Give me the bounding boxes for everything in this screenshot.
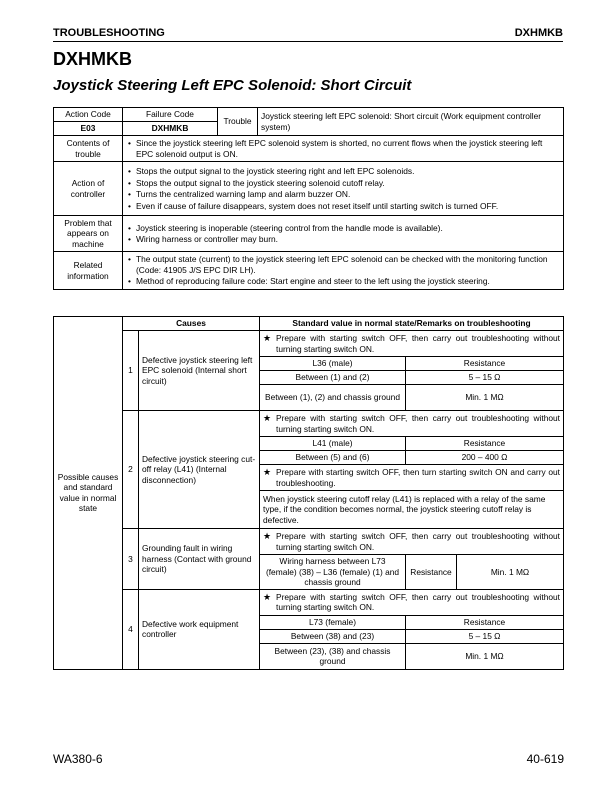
prepare-note: Prepare with starting switch OFF, then carry out troubleshooting without turning starting switch ON. <box>276 413 560 434</box>
measure-value: Min. 1 MΩ <box>406 643 564 669</box>
footer-page-number: 40-619 <box>526 752 564 766</box>
cause-description: Defective joystick steering left EPC solenoid (Internal short circuit) <box>139 331 260 411</box>
contents-item: • Since the joystick steering left EPC solenoid system is shorted, no current flows when the joystick steering left EPC solenoid output is ON. <box>126 138 560 159</box>
connector-label: L73 (female) <box>260 615 406 629</box>
trouble-label: Trouble <box>218 108 258 136</box>
action-item: • Turns the centralized warning lamp and alarm buzzer ON. <box>126 189 560 200</box>
measure-value: Min. 1 MΩ <box>457 555 564 590</box>
action-code-label: Action Code <box>54 108 123 122</box>
action-item: • Stops the output signal to the joystick steering right and left EPC solenoids. <box>126 166 560 177</box>
trouble-text: Joystick steering left EPC solenoid: Short circuit (Work equipment controller system) <box>258 108 564 136</box>
page-title: Joystick Steering Left EPC Solenoid: Short Circuit <box>53 77 412 94</box>
failure-code-label: Failure Code <box>123 108 218 122</box>
star-icon: ★ <box>263 413 272 423</box>
problem-label: Problem that appears on machine <box>54 216 123 252</box>
cause-description: Defective work equipment controller <box>139 589 260 669</box>
relay-note: When joystick steering cutoff relay (L41) is replaced with a relay of the same type, if the condition becomes normal, the joystick steering cutoff relay is defective. <box>260 491 564 529</box>
measure-point: Between (38) and (23) <box>260 629 406 643</box>
prepare-note: Prepare with starting switch OFF, then carry out troubleshooting without turning starting switch ON. <box>276 591 560 612</box>
measure-point: Between (5) and (6) <box>260 451 406 465</box>
contents-label: Contents of trouble <box>54 136 123 162</box>
cause-number: 4 <box>123 589 139 669</box>
action-item: • Even if cause of failure disappears, system does not reset itself until starting switch is turned OFF. <box>126 201 560 212</box>
resistance-header: Resistance <box>406 437 564 451</box>
measure-point: Wiring harness between L73 (female) (38) – L36 (female) (1) and chassis ground <box>260 555 406 590</box>
cause-number: 2 <box>123 411 139 529</box>
resistance-header: Resistance <box>406 555 457 590</box>
related-item: • The output state (current) to the joystick steering left EPC solenoid can be checked with the monitoring function (Code: 41905 J/S EPC DIR LH). <box>126 254 560 275</box>
cause-number: 1 <box>123 331 139 411</box>
measure-value: 5 – 15 Ω <box>406 629 564 643</box>
section-title: TROUBLESHOOTING <box>53 27 165 39</box>
prepare-note: Prepare with starting switch OFF, then carry out troubleshooting without turning starting switch ON. <box>276 333 560 354</box>
standard-header: Standard value in normal state/Remarks on troubleshooting <box>260 317 564 331</box>
star-icon: ★ <box>263 591 272 602</box>
possible-causes-label: Possible causes and standard value in normal state <box>54 317 123 670</box>
info-table <box>53 107 564 290</box>
star-icon: ★ <box>263 531 272 541</box>
problem-item: • Joystick steering is inoperable (steering control from the handle mode is available). <box>126 223 560 234</box>
measure-value: 200 – 400 Ω <box>406 451 564 465</box>
action-label: Action of controller <box>54 162 123 216</box>
measure-value: 5 – 15 Ω <box>406 371 564 385</box>
causes-header: Causes <box>123 317 260 331</box>
failure-code-value: DXHMKB <box>123 122 218 136</box>
action-code-value: E03 <box>54 122 123 136</box>
problem-item: • Wiring harness or controller may burn. <box>126 234 560 245</box>
causes-table <box>53 316 564 670</box>
star-icon: ★ <box>263 333 272 343</box>
cause-number: 3 <box>123 529 139 590</box>
related-label: Related information <box>54 252 123 290</box>
star-icon: ★ <box>263 467 272 477</box>
header-code: DXHMKB <box>514 27 563 39</box>
cause-description: Defective joystick steering cut-off relay (L41) (Internal disconnection) <box>139 411 260 529</box>
measure-point: Between (1), (2) and chassis ground <box>260 385 406 411</box>
action-item: • Stops the output signal to the joystick steering solenoid cutoff relay. <box>126 178 560 189</box>
resistance-header: Resistance <box>406 615 564 629</box>
resistance-header: Resistance <box>406 357 564 371</box>
measure-point: Between (1) and (2) <box>260 371 406 385</box>
page-header <box>53 27 563 42</box>
measure-point: Between (23), (38) and chassis ground <box>260 643 406 669</box>
prepare-note-2: Prepare with starting switch OFF, then turn starting switch ON and carry out troubleshooting. <box>276 467 560 488</box>
connector-label: L41 (male) <box>260 437 406 451</box>
footer-model: WA380-6 <box>53 752 103 766</box>
cause-description: Grounding fault in wiring harness (Contact with ground circuit) <box>139 529 260 590</box>
related-item: • Method of reproducing failure code: Start engine and steer to the left using the joystick steering. <box>126 276 560 287</box>
measure-value: Min. 1 MΩ <box>406 385 564 411</box>
connector-label: L36 (male) <box>260 357 406 371</box>
prepare-note: Prepare with starting switch OFF, then carry out troubleshooting without turning starting switch ON. <box>276 531 560 552</box>
failure-code-heading: DXHMKB <box>53 49 132 69</box>
